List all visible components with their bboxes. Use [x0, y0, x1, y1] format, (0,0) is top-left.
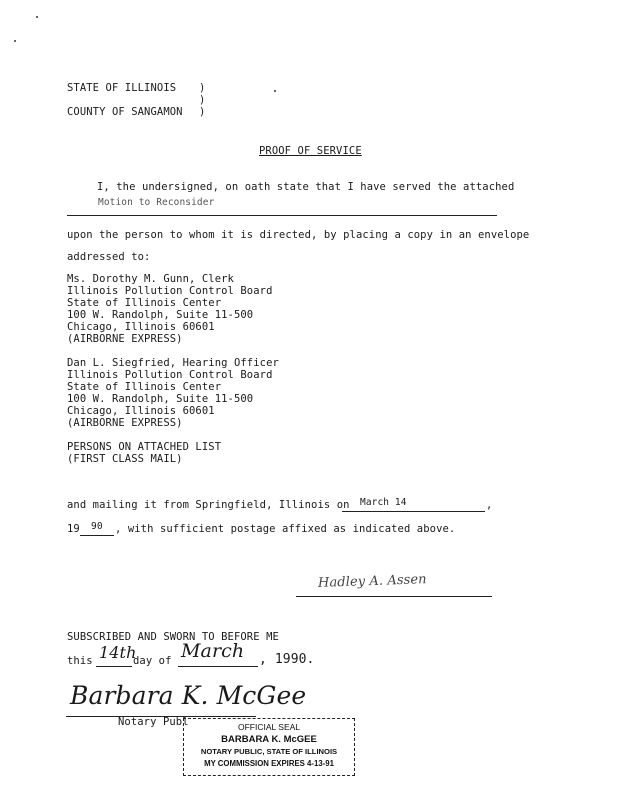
address-line: Chicago, Illinois 60601 [67, 405, 215, 417]
mailing-comma: , [486, 499, 493, 511]
caption-county: COUNTY OF SANGAMON [67, 106, 183, 118]
seal-line: NOTARY PUBLIC, STATE OF ILLINOIS [200, 747, 338, 756]
address-line: (FIRST CLASS MAIL) [67, 453, 183, 465]
jurat-day: 14th [99, 643, 137, 662]
affiant-signature: Hadley A. Assen [317, 572, 427, 591]
seal-line: BARBARA K. McGEE [221, 734, 317, 745]
intro-text: I, the undersigned, on oath state that I have served the attached [97, 181, 515, 193]
jurat-month-line [178, 666, 258, 667]
scan-speck [274, 90, 276, 92]
address-line: Illinois Pollution Control Board [67, 369, 273, 381]
address-line: Ms. Dorothy M. Gunn, Clerk [67, 273, 234, 285]
mailing-prefix: and mailing it from Springfield, Illinois on [67, 499, 350, 511]
address-line: Chicago, Illinois 60601 [67, 321, 215, 333]
seal-line: OFFICIAL SEAL [237, 722, 301, 732]
caption-paren: ) [199, 82, 206, 94]
address-line: State of Illinois Center [67, 297, 222, 309]
notary-signature: Barbara K. McGee [70, 681, 307, 710]
notary-public-label: Notary Publ [118, 716, 189, 728]
seal-line: MY COMMISSION EXPIRES 4-13-91 [204, 759, 334, 768]
address-line: (AIRBORNE EXPRESS) [67, 333, 183, 345]
address-line: Illinois Pollution Control Board [67, 285, 273, 297]
address-line: (AIRBORNE EXPRESS) [67, 417, 183, 429]
affiant-signature-line [296, 596, 492, 597]
caption-state: STATE OF ILLINOIS [67, 82, 177, 94]
mailing-year-line [80, 535, 114, 536]
jurat-day-of: day of [133, 655, 172, 667]
jurat-year: , 1990. [259, 652, 315, 667]
scan-speck [14, 40, 16, 42]
year-prefix: 19 [67, 523, 80, 535]
mailing-date-line [342, 511, 485, 512]
jurat-day-line [96, 666, 132, 667]
document-served: Motion to Reconsider [98, 197, 215, 208]
address-line: 100 W. Randolph, Suite 11-500 [67, 393, 254, 405]
address-line: State of Illinois Center [67, 381, 222, 393]
scan-speck [36, 16, 38, 18]
document-title: PROOF OF SERVICE [259, 145, 362, 157]
document-served-line [67, 215, 497, 216]
addressed-to: addressed to: [67, 251, 151, 263]
official-seal-stamp [183, 718, 355, 776]
address-line: PERSONS ON ATTACHED LIST [67, 441, 222, 453]
mailing-suffix: , with sufficient postage affixed as indicated above. [115, 523, 456, 535]
jurat-heading: SUBSCRIBED AND SWORN TO BEFORE ME [67, 631, 279, 643]
caption-paren: ) [199, 94, 206, 106]
jurat-month: March [181, 640, 245, 662]
address-line: 100 W. Randolph, Suite 11-500 [67, 309, 254, 321]
upon-text: upon the person to whom it is directed, by placing a copy in an envelope [67, 229, 530, 241]
address-line: Dan L. Siegfried, Hearing Officer [67, 357, 279, 369]
caption-paren: ) [199, 106, 206, 118]
mailing-date: March 14 [360, 497, 407, 508]
mailing-year: 90 [91, 521, 103, 532]
jurat-this: this [67, 655, 93, 667]
